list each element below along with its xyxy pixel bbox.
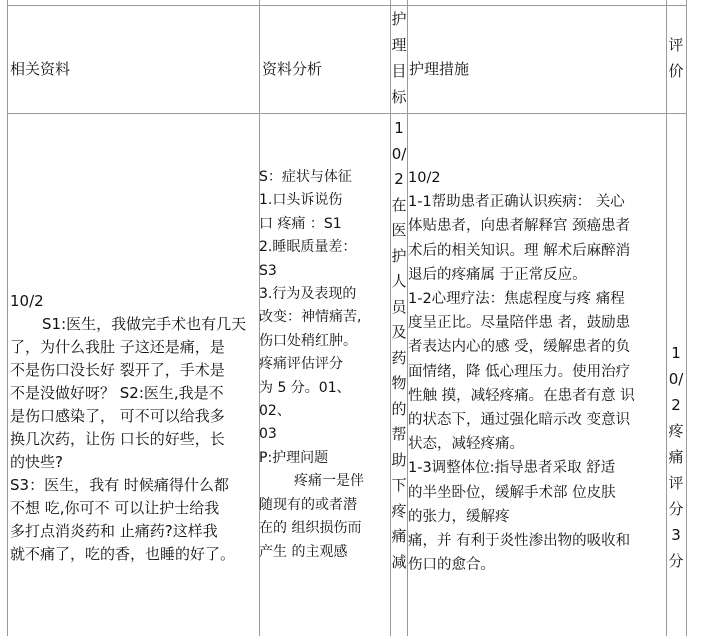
related-info-line: 是伤口感染了， 可不可以给我多 (10, 407, 225, 425)
measure-line: 1-3调整体位:指导患者采取 舒适 (408, 460, 616, 477)
evaluation-cell: 10/2疼痛评分3分 (668, 344, 684, 570)
measure-line: 退后的疼痛属 于正常反应。 (408, 266, 587, 283)
analysis-line: 疼痛评估评分 (259, 356, 343, 373)
header-related-info: 相关资料 (10, 60, 71, 78)
related-info-line: 就不痛了，吃的香，也睡的好了。 (10, 545, 236, 563)
nursing-goal-cell: 10/2在医护人员及药物的帮助下疼痛减 (391, 119, 407, 571)
header-data-analysis: 资料分析 (262, 60, 323, 78)
analysis-line: 02、 (259, 403, 291, 420)
analysis-line: 2.睡眠质量差： (259, 239, 357, 256)
data-analysis-cell (259, 166, 390, 564)
related-info-line: S1:医生，我做完手术也有几天 (42, 315, 247, 333)
measure-line: 1-1帮助患者正确认识疾病： 关心 (408, 194, 625, 211)
measure-line: 痛，并 有利于炎性渗出物的吸收和 (408, 533, 631, 550)
related-info-line: 不是伤口没长好 裂开了，手术是 (10, 361, 225, 379)
related-info-line: S3：医生，我有 时候痛得什么都 (10, 476, 229, 494)
measure-line: 的状态下，通过强化暗示改 变意识 (408, 412, 631, 429)
header-evaluation: 评价 (668, 36, 684, 80)
measure-line: 的半坐卧位，缓解手术部 位皮肤 (408, 484, 616, 501)
measure-line: 度呈正比。尽量陪伴患 者，鼓励患 (408, 315, 631, 332)
analysis-line: 在的 组织损伤而 (259, 520, 362, 537)
table-border-right (686, 0, 687, 636)
analysis-line: 疼痛一是伴 (294, 473, 364, 490)
nursing-measures-cell (408, 166, 666, 577)
related-info-line: 多打点消炎药和 止痛药?这样我 (10, 522, 218, 540)
analysis-line: 伤口处稍红肿。 (259, 332, 357, 349)
analysis-line: 随现有的或者潜 (259, 496, 357, 513)
analysis-line: S：症状与体征 (259, 169, 352, 185)
table-border-top (7, 5, 687, 6)
col-divider-4 (666, 0, 667, 636)
related-info-line: 不是没做好呀？ S2:医生,我是不 (10, 384, 224, 402)
analysis-line: S3 (259, 262, 277, 279)
related-info-cell (10, 290, 258, 566)
header-nursing-measures: 护理措施 (409, 60, 470, 78)
analysis-line: 为 5 分。01、 (259, 379, 351, 396)
measure-line: 体贴患者，向患者解释宫 颈癌患者 (408, 218, 631, 235)
measure-line: 者表达内心的感 受，缓解患者的负 (408, 339, 631, 356)
measure-line: 面情绪，降 低心理压力。使用治疗 (408, 363, 631, 380)
related-info-line: 了，为什么我肚 子这还是痛，是 (10, 338, 225, 356)
measure-line: 性触 摸，减轻疼痛。在患者有意 识 (408, 387, 635, 404)
analysis-line: 03 (259, 426, 277, 443)
analysis-line: P:护理问题 (259, 449, 329, 466)
analysis-line: 产生 的主观感 (259, 543, 348, 560)
measure-line: 1-2心理疗法：焦虑程度与疼 痛程 (408, 291, 625, 308)
measure-line: 术后的相关知识。理 解术后麻醉消 (408, 242, 631, 259)
analysis-line: 1.口头诉说伤 (259, 192, 343, 209)
analysis-line: 3.行为及表现的 (259, 286, 357, 303)
analysis-line: 口 疼痛 ：S1 (259, 215, 342, 232)
related-info-line: 不想 吃,你可不 可以让护士给我 (10, 499, 220, 517)
header-divider (7, 113, 687, 114)
measure-line: 10/2 (408, 170, 441, 186)
measure-line: 状态，减轻疼痛。 (408, 436, 524, 453)
header-nursing-goal: 护理目标 (391, 10, 407, 106)
measure-line: 伤口的愈合。 (408, 557, 495, 574)
analysis-line: 改变：神情痛苦, (259, 309, 362, 326)
related-info-line: 换几次药，让伤 口长的好些，长 (10, 430, 225, 448)
related-info-line: 的快些? (10, 453, 63, 471)
table-border-left (7, 0, 8, 636)
measure-line: 的张力，缓解疼 (408, 508, 510, 525)
related-info-line: 10/2 (10, 292, 44, 310)
